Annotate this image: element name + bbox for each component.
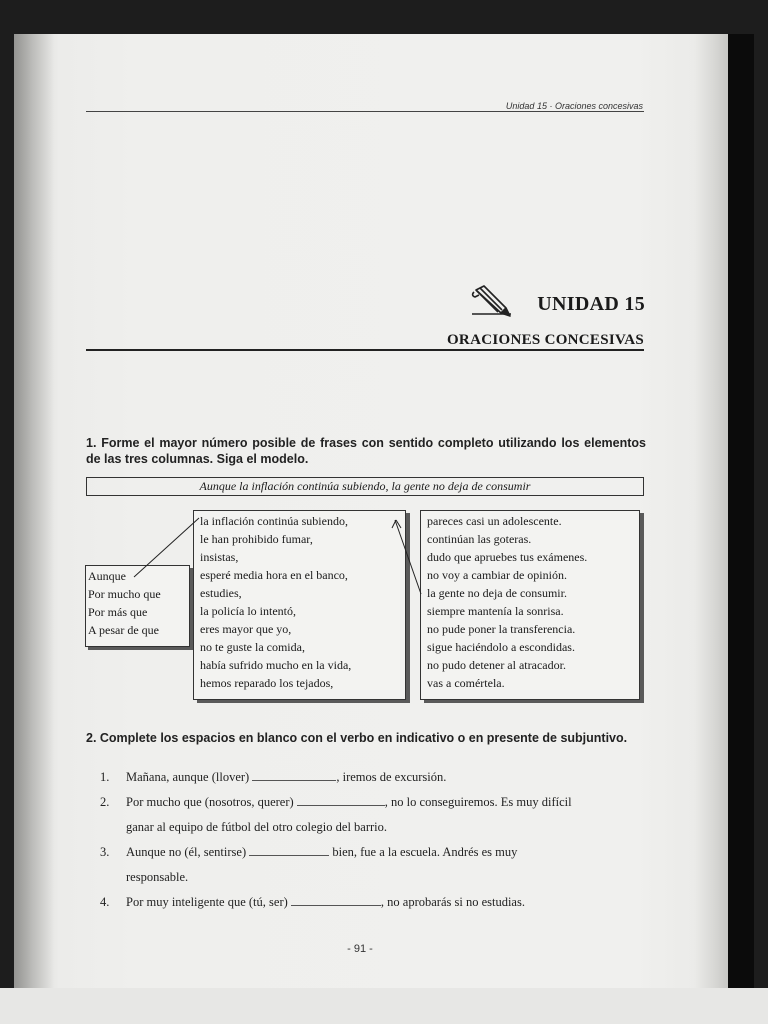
column-2-item: le han prohibido fumar,: [200, 532, 313, 546]
column-3-item: dudo que apruebes tus exámenes.: [427, 550, 588, 564]
column-2-item: la policía lo intentó,: [200, 604, 296, 618]
exercise-2-item: [100, 895, 645, 910]
exercise-2-item-continuation: ganar al equipo de fútbol del otro colegio del barrio.: [126, 820, 388, 834]
column-3-item: vas a comértela.: [427, 676, 505, 690]
column-2-item: hemos reparado los tejados,: [200, 676, 334, 690]
column-2-item: la inflación continúa subiendo,: [200, 514, 348, 528]
exercise-2-item: [100, 845, 645, 860]
exercise-2-item-continuation: responsable.: [126, 870, 189, 884]
binding-shadow: [14, 34, 54, 988]
exercise-2-item: [100, 770, 645, 785]
column-1-item: Por mucho que: [88, 587, 161, 601]
item-text-before: Por muy inteligente que (tú, ser): [126, 895, 288, 909]
column-2-item: había sufrido mucho en la vida,: [200, 658, 352, 672]
answer-blank[interactable]: [297, 795, 385, 806]
exercise-1-instruction: 1. Forme el mayor número posible de frases con sentido completo utilizando los elementos de las tres columnas. Siga el modelo.: [86, 436, 646, 466]
column-3-item: la gente no deja de consumir.: [427, 586, 567, 600]
item-number: 1.: [100, 770, 110, 784]
exercise-2-instruction: 2. Complete los espacios en blanco con el verbo en indicativo o en presente de subjuntivo.: [86, 731, 628, 745]
page-edge-shadow: [728, 34, 754, 988]
unit-heading: [470, 282, 645, 322]
column-3-item: pareces casi un adolescente.: [427, 514, 562, 528]
column-2-item: estudies,: [200, 586, 242, 600]
page-number: - 91 -: [347, 943, 373, 955]
column-2-item: no te guste la comida,: [200, 640, 305, 654]
item-text-after: , no lo conseguiremos. Es muy difícil: [384, 795, 572, 809]
item-text-after: bien, fue a la escuela. Andrés es muy: [332, 845, 518, 859]
column-3-item: no pudo detener al atracador.: [427, 658, 566, 672]
item-text-after: , iremos de excursión.: [336, 770, 447, 784]
item-number: 4.: [100, 895, 110, 909]
item-text-before: Por mucho que (nosotros, querer): [126, 795, 294, 809]
column-2-item: esperé media hora en el banco,: [200, 568, 348, 582]
answer-blank[interactable]: [249, 845, 329, 856]
column-1-item: Por más que: [88, 605, 148, 619]
column-1-item: A pesar de que: [88, 623, 159, 637]
column-1-item: Aunque: [88, 569, 126, 583]
scanner-background: [0, 988, 768, 1024]
header-rule: [86, 111, 644, 112]
column-3-item: sigue haciéndolo a escondidas.: [427, 640, 575, 654]
column-2-box: [193, 510, 406, 700]
running-head: Unidad 15 · Oraciones concesivas: [505, 101, 643, 111]
unit-rule: [86, 349, 644, 351]
item-text-after: , no aprobarás si no estudias.: [380, 895, 525, 909]
answer-blank[interactable]: [291, 895, 381, 906]
item-number: 2.: [100, 795, 110, 809]
item-number: 3.: [100, 845, 110, 859]
column-2-item: insistas,: [200, 550, 239, 564]
column-3-box: [420, 510, 640, 700]
column-3-item: no voy a cambiar de opinión.: [427, 568, 567, 582]
unit-subtitle: ORACIONES CONCESIVAS: [446, 332, 644, 348]
item-text-before: Aunque no (él, sentirse): [126, 845, 247, 859]
column-3-item: siempre mantenía la sonrisa.: [427, 604, 564, 618]
column-3-item: continúan las goteras.: [427, 532, 532, 546]
exercise-2-item: [100, 795, 645, 810]
unit-title: UNIDAD 15: [537, 293, 645, 315]
column-1-box: [85, 565, 190, 647]
pencil-icon: [470, 284, 512, 318]
answer-blank[interactable]: [252, 770, 336, 781]
item-text-before: Mañana, aunque (llover): [126, 770, 250, 784]
column-2-item: eres mayor que yo,: [200, 622, 292, 636]
model-sentence-box: Aunque la inflación continúa subiendo, la gente no deja de consumir: [86, 477, 644, 496]
column-3-item: no pude poner la transferencia.: [427, 622, 576, 636]
